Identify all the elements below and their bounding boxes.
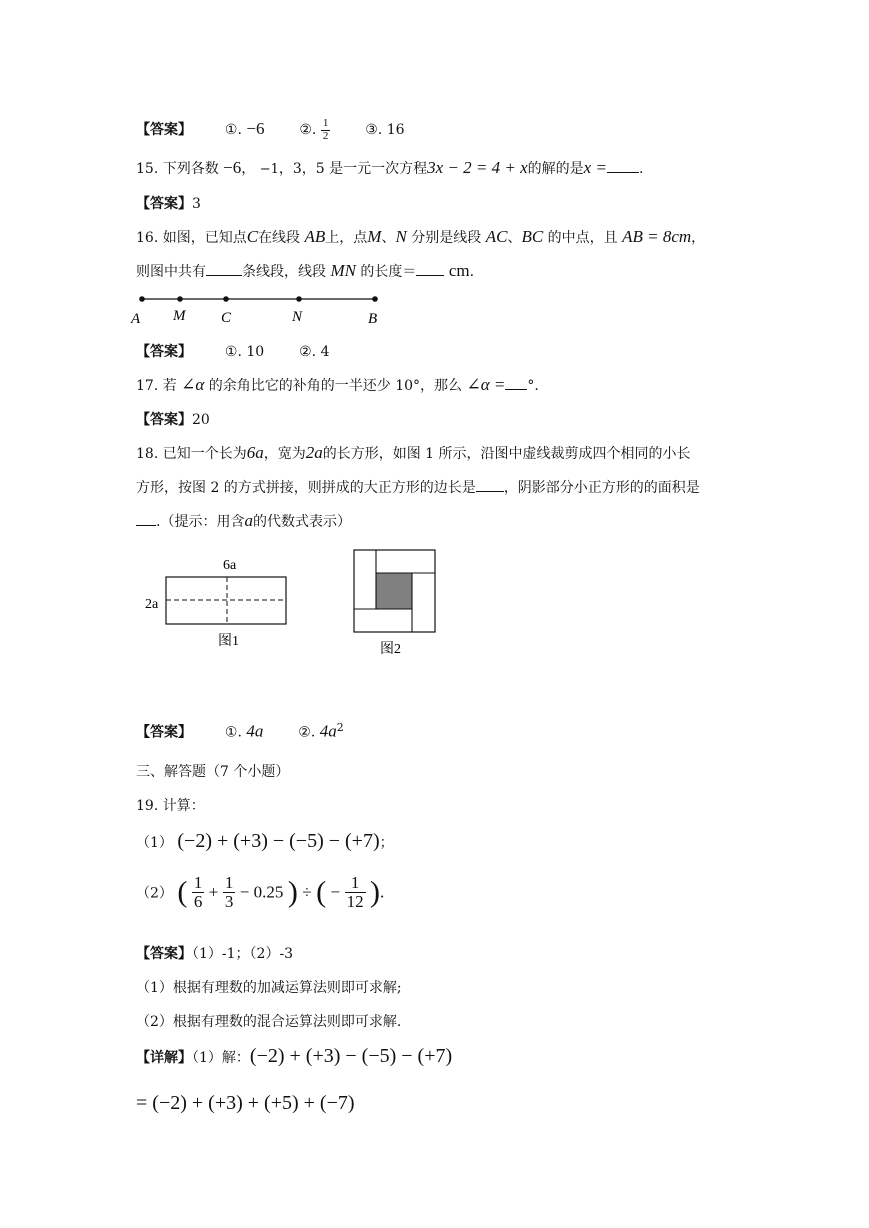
math-value: 6a	[246, 443, 264, 462]
q16-answer	[136, 341, 330, 361]
math-value: MN	[330, 261, 356, 280]
label-b: B	[368, 311, 378, 327]
answer-blank	[607, 160, 639, 173]
answer-blank	[136, 513, 156, 526]
operator: ÷	[302, 882, 312, 902]
question-text: ，阴影部分小正方形的的面积是	[503, 480, 700, 496]
q18-answer	[136, 721, 344, 742]
answer-tag: 【答案】	[136, 196, 192, 212]
question-text: .	[469, 264, 475, 280]
answer-tag: 【答案】	[136, 724, 192, 741]
fig1-caption: 图1	[218, 634, 239, 649]
question-19	[136, 795, 205, 815]
question-text: 若	[162, 378, 177, 394]
q19-detail	[136, 1045, 452, 1068]
question-text: °.	[527, 378, 539, 394]
fraction-one-twelfth: $\frac{1}{12}$	[346, 873, 364, 911]
q19-part2	[136, 874, 384, 911]
question-text: 下列各数	[162, 161, 219, 177]
q17-answer	[136, 409, 210, 429]
question-number: 19.	[136, 798, 159, 814]
paren-close: )	[370, 875, 381, 909]
fig2-caption: 图2	[380, 642, 401, 657]
q19-hint-2: （2）根据有理数的混合运算法则即可求解.	[136, 1014, 402, 1030]
answer-value: 20	[192, 412, 210, 428]
equation: 3x − 2 = 4 + x	[427, 158, 528, 177]
point-b	[372, 296, 378, 302]
answer-number: ①.	[224, 122, 242, 139]
question-text: .	[638, 161, 644, 177]
answer-blank	[505, 377, 527, 390]
section-title: 三、解答题（7 个小题）	[136, 764, 290, 780]
question-18	[136, 443, 691, 463]
answer-tag: 【答案】	[136, 122, 192, 139]
question-text: ，3，5 是一元一次方程	[278, 161, 428, 177]
math-value: C	[246, 227, 259, 246]
question-text: 则图中共有	[136, 264, 206, 280]
answer-value: 3	[192, 196, 201, 212]
question-number: 17.	[136, 378, 159, 394]
math-value: −1	[259, 162, 279, 177]
q19-step-2	[136, 1092, 355, 1115]
question-text: 如图，已知点	[162, 230, 247, 246]
question-text: ，	[241, 161, 256, 177]
operator: −	[330, 882, 341, 902]
fig1-left-label: 2a	[145, 597, 159, 612]
question-text: 的长方形，如图 1 所示，沿图中虚线裁剪成四个相同的小长	[322, 446, 691, 462]
answer-value: 16	[386, 122, 405, 139]
question-18-line3	[136, 511, 351, 531]
operator: +	[208, 882, 219, 902]
math-value: M	[367, 227, 382, 246]
expression: (−2) + (+3) − (−5) − (+7)	[177, 830, 380, 852]
question-text: 方形，按图 2 的方式拼接，则拼成的大正方形的边长是	[136, 480, 476, 496]
rectangle-figures	[140, 548, 460, 668]
answer-value: 10	[246, 344, 265, 360]
equation: ∠α =	[466, 375, 506, 394]
question-text: .（提示：用含	[156, 514, 245, 530]
answer-value: 4a	[246, 721, 264, 741]
answer-blank	[416, 263, 444, 276]
question-text: 在线段	[258, 230, 301, 246]
question-number: 15.	[136, 161, 159, 177]
fig2-shaded-square	[376, 573, 412, 609]
math-value: N	[395, 227, 407, 246]
question-text: 的余角比它的补角的一半还少 10°，那么	[208, 378, 463, 394]
math-value: 2a	[305, 443, 323, 462]
answer-blank	[476, 479, 504, 492]
answer-value: 4	[320, 344, 330, 360]
question-text: 已知一个长为	[162, 446, 247, 462]
point-m	[177, 296, 183, 302]
answer-tag: 【答案】	[136, 412, 192, 428]
question-text: 、	[381, 230, 396, 246]
q19-part1	[136, 830, 394, 853]
question-text: 的长度＝	[360, 264, 417, 280]
question-number: 18.	[136, 446, 159, 462]
answer-number: ②.	[299, 122, 317, 139]
fig1-top-label: 6a	[223, 558, 237, 573]
answer-fraction: $\frac{1}{2}$	[322, 117, 329, 142]
answer-tag: 【答案】	[136, 344, 192, 360]
question-18-line2	[136, 477, 700, 497]
question-text: ，宽为	[263, 446, 306, 462]
paren-open: (	[316, 875, 327, 909]
question-text: 的代数式表示）	[252, 514, 351, 530]
answer-value: 4a	[319, 721, 337, 741]
label-n: N	[292, 309, 303, 325]
question-text: 上，点	[325, 230, 368, 246]
part-label: （2）	[136, 885, 173, 902]
label-m: M	[173, 308, 186, 324]
q15-answer	[136, 193, 201, 213]
point-a	[139, 296, 145, 302]
expression: = (−2) + (+3) + (+5) + (−7)	[136, 1092, 355, 1114]
question-text: 条线段，线段	[242, 264, 326, 280]
q14-answer	[136, 118, 405, 142]
question-16-line2	[136, 261, 474, 281]
question-text: 分别是线段	[411, 230, 482, 246]
math-value: ∠α	[181, 375, 205, 394]
label-c: C	[221, 310, 232, 326]
question-text: 的中点，且	[547, 230, 618, 246]
math-value: x =	[583, 158, 607, 177]
question-number: 16.	[136, 230, 159, 246]
question-17	[136, 375, 539, 395]
question-text: 计算：	[162, 798, 205, 814]
answer-number: ①.	[224, 344, 242, 360]
label-a: A	[131, 311, 141, 327]
point-c	[223, 296, 229, 302]
unit: cm	[448, 261, 470, 280]
paren-open: (	[177, 875, 188, 909]
math-value: AB	[304, 227, 326, 246]
paren-close: )	[287, 875, 298, 909]
answer-exponent: 2	[336, 721, 344, 734]
part-label: （1）	[136, 835, 173, 851]
fraction-one-sixth: $\frac{1}{6}$	[193, 873, 203, 911]
answer-number: ②.	[298, 724, 316, 741]
question-text: ；	[379, 835, 394, 851]
equation: AB = 8cm	[622, 227, 692, 246]
math-value: AC	[485, 227, 508, 246]
answer-number: ①.	[224, 724, 242, 741]
detail-tag: 【详解】	[136, 1050, 192, 1066]
math-value: −6	[223, 158, 242, 177]
detail-text: （1）解：	[192, 1050, 250, 1066]
point-n	[296, 296, 302, 302]
question-16	[136, 227, 705, 247]
question-text: ，	[691, 230, 706, 246]
q19-answer	[136, 943, 293, 963]
question-text: 、	[507, 230, 522, 246]
segment-figure	[126, 288, 396, 328]
question-text: .	[380, 882, 385, 902]
fraction-one-third: $\frac{1}{3}$	[224, 873, 234, 911]
answer-number: ③.	[365, 122, 383, 139]
expression: (−2) + (+3) − (−5) − (+7)	[249, 1045, 453, 1067]
answer-value: −6	[246, 119, 265, 139]
question-15	[136, 158, 643, 178]
answer-number: ②.	[299, 344, 317, 360]
q19-hint-1: （1）根据有理数的加减运算法则即可求解;	[136, 980, 402, 996]
math-value: BC	[521, 227, 544, 246]
math-value: a	[244, 511, 253, 530]
operator-value: − 0.25	[239, 882, 284, 902]
question-text: 的解的是	[527, 161, 584, 177]
answer-tag: 【答案】	[136, 946, 192, 962]
answer-blank	[206, 263, 242, 276]
answer-value: （1）-1；（2）-3	[192, 946, 294, 962]
